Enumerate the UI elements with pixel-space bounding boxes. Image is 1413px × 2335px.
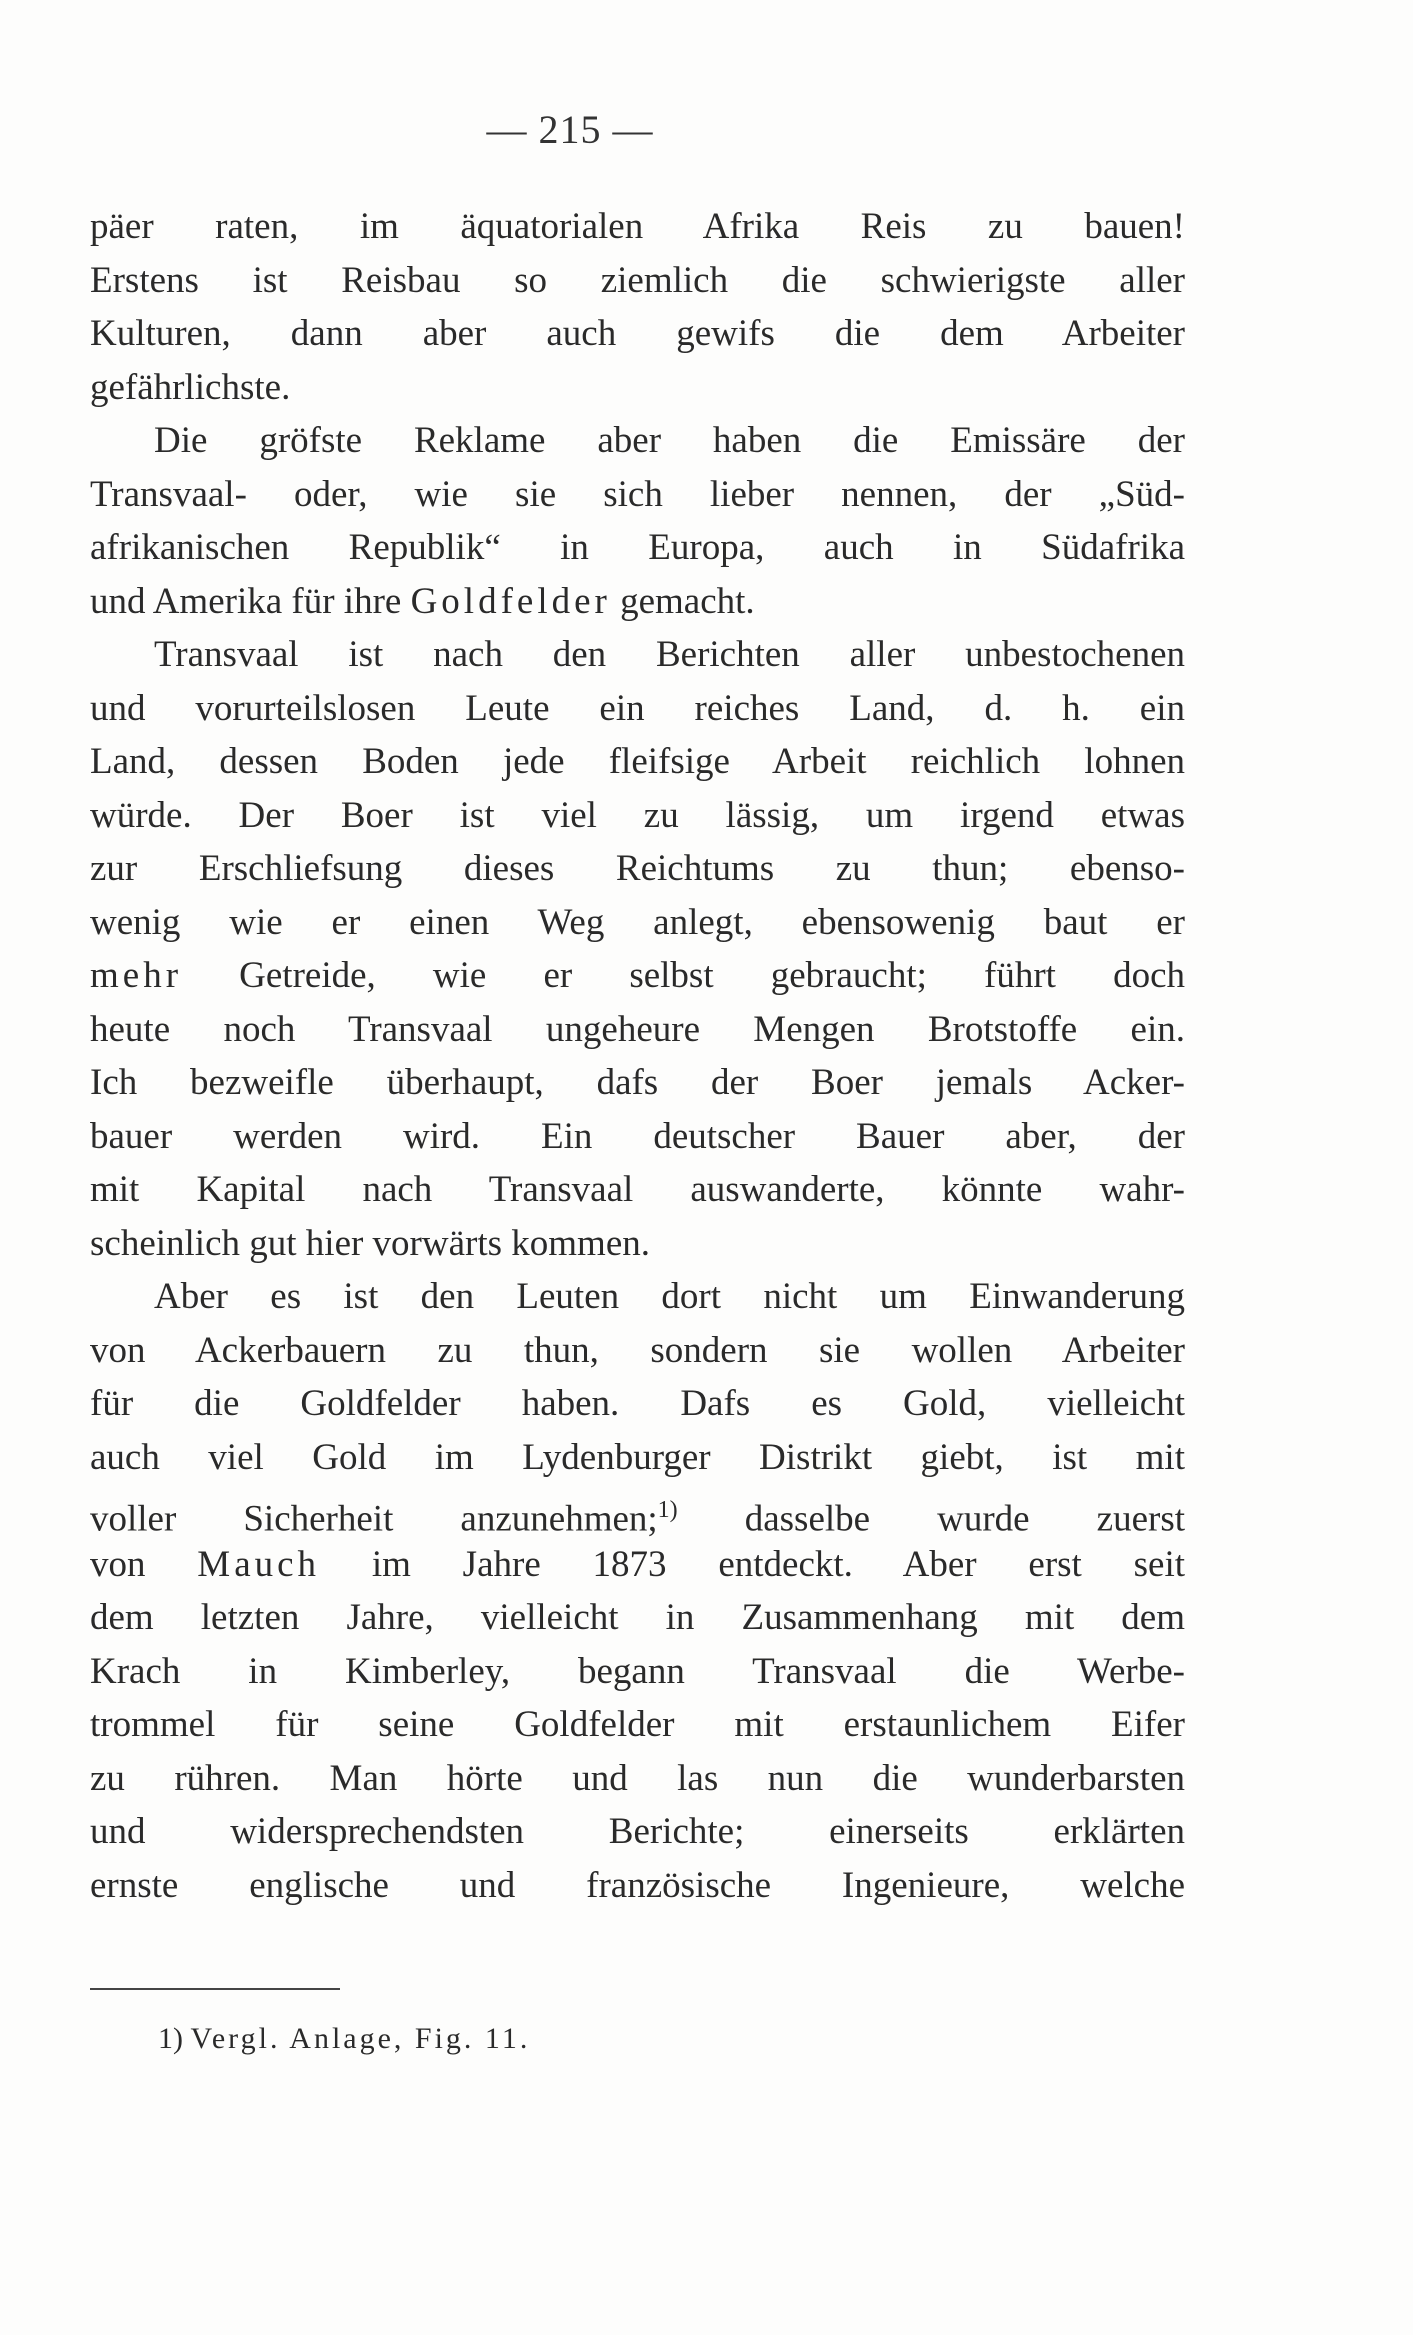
text-line: Die gröfste Reklame aber haben die Emissäre der [154, 420, 1185, 461]
text-line: trommel für seine Goldfelder mit erstaunlichem Eifer [90, 1704, 1185, 1745]
text-line: auch viel Gold im Lydenburger Distrikt giebt, ist mit [90, 1436, 1185, 1478]
text-line: gefährlichste. [90, 366, 291, 408]
text-line: würde. Der Boer ist viel zu lässig, um irgend etwas [90, 794, 1185, 836]
text-line: afrikanischen Republik“ in Europa, auch in Südafrika [90, 527, 1185, 568]
footnote-ref: 1) [657, 1497, 678, 1523]
text-line: Transvaal- oder, wie sie sich lieber nennen, der „Süd- [90, 473, 1185, 515]
text-line: und widersprechendsten Berichte; einerseits erklärten [90, 1811, 1185, 1852]
text-line: Aber es ist den Leuten dort nicht um Einwanderung [154, 1276, 1185, 1317]
footnote-divider [90, 1988, 340, 1990]
text-line: zu rühren. Man hörte und las nun die wunderbarsten [90, 1757, 1185, 1799]
text-line: Ich bezweifle überhaupt, dafs der Boer jemals Acker- [90, 1062, 1185, 1103]
text-fragment: im Jahre 1873 entdeckt. Aber erst seit [320, 1543, 1185, 1585]
text-line: Kulturen, dann aber auch gewifs die dem Arbeiter [90, 313, 1185, 354]
page-number: — 215 — [486, 107, 654, 152]
text-line: scheinlich gut hier vorwärts kommen. [90, 1222, 651, 1264]
footnote-marker: 1) [158, 2022, 183, 2055]
text-fragment: Getreide, wie er selbst gebraucht; führt doch [182, 955, 1185, 996]
emphasized-word: mehr [90, 955, 183, 996]
text-line: bauer werden wird. Ein deutscher Bauer aber, der [90, 1115, 1185, 1157]
text-fragment: dasselbe wurde zuerst [677, 1498, 1185, 1540]
emphasized-word: Goldfelder [410, 580, 611, 622]
text-fragment: von [90, 1543, 198, 1585]
text-line: für die Goldfelder haben. Dafs es Gold, vielleicht [90, 1383, 1185, 1424]
text-line: mit Kapital nach Transvaal auswanderte, könnte wahr- [90, 1169, 1185, 1210]
body-text [90, 200, 1185, 1912]
text-line: wenig wie er einen Weg anlegt, ebensowenig baut er [90, 901, 1185, 943]
text-fragment: voller Sicherheit anzunehmen; [90, 1498, 658, 1540]
text-line: Krach in Kimberley, begann Transvaal die Werbe- [90, 1650, 1185, 1692]
text-line: und vorurteilslosen Leute ein reiches Land, d. h. ein [90, 687, 1185, 729]
text-line: Transvaal ist nach den Berichten aller unbestochenen [154, 634, 1185, 675]
text-line: zur Erschliefsung dieses Reichtums zu thun; ebenso- [90, 848, 1185, 889]
text-fragment: und Amerika für ihre [90, 580, 411, 622]
text-line: von Ackerbauern zu thun, sondern sie wollen Arbeiter [90, 1329, 1185, 1371]
text-line: heute noch Transvaal ungeheure Mengen Brotstoffe ein. [90, 1008, 1185, 1050]
text-line [90, 1538, 1185, 1592]
text-line [90, 575, 1185, 629]
text-line: päer raten, im äquatorialen Afrika Reis zu bauen! [90, 206, 1185, 247]
footnote-text: Vergl. Anlage, Fig. 11. [190, 2022, 531, 2055]
text-fragment: gemacht. [610, 580, 755, 622]
text-line: dem letzten Jahre, vielleicht in Zusammenhang mit dem [90, 1597, 1185, 1638]
text-line: Land, dessen Boden jede fleifsige Arbeit reichlich lohnen [90, 741, 1185, 782]
text-line [90, 1484, 1185, 1538]
text-line [90, 949, 1185, 1003]
text-line: Erstens ist Reisbau so ziemlich die schwierigste aller [90, 259, 1185, 301]
text-line: ernste englische und französische Ingenieure, welche [90, 1864, 1185, 1906]
emphasized-name: Mauch [197, 1543, 321, 1585]
footnote [158, 2022, 530, 2056]
